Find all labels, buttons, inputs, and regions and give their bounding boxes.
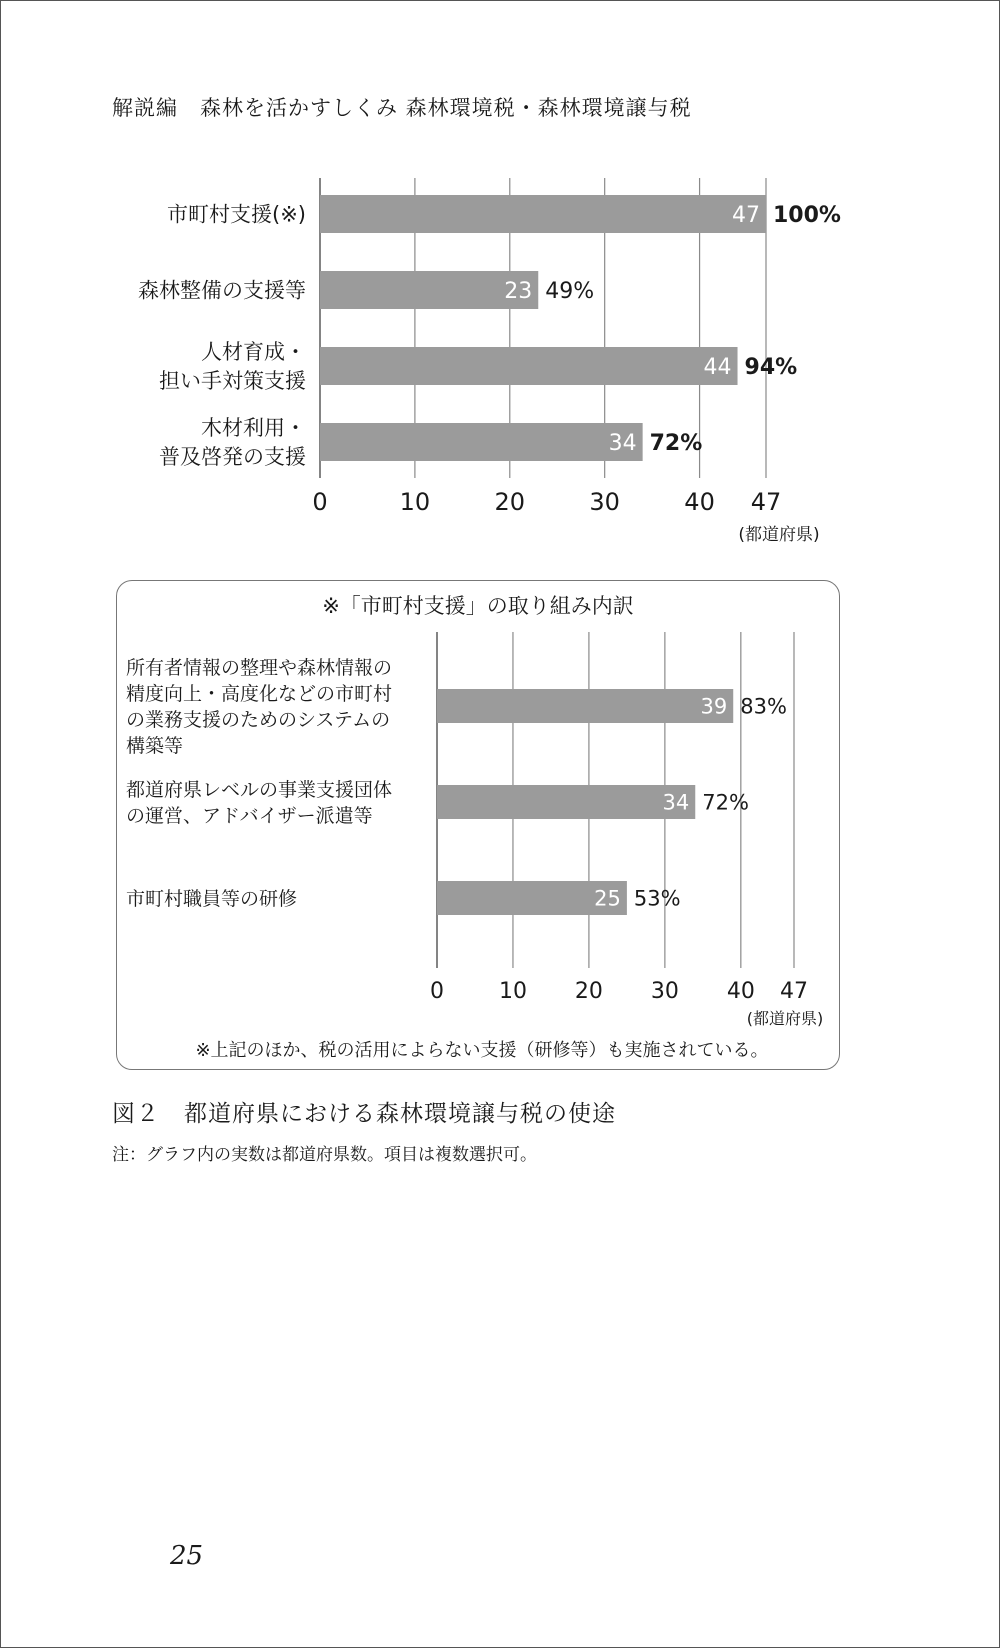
chart2-title: ※「市町村支援」の取り組み内訳 [322,594,634,618]
chart2-category-label: の業務支援のためのシステムの [126,708,391,731]
chart1-axis-unit: (都道府県) [738,525,820,545]
chart2-tick-label: 30 [650,979,679,1004]
chart1-category-label: 木材利用・ [201,416,306,441]
chart2-category-label: の運営、アドバイザー派遣等 [126,804,373,827]
chart2-category-label: 都道府県レベルの事業支援団体 [126,778,393,801]
figure-caption: 図２ 都道府県における森林環境譲与税の使途 [112,1101,616,1127]
chart1-tick-label: 0 [312,488,328,516]
chart2-tick-label: 20 [574,979,603,1004]
chart1-tick-label: 10 [399,488,431,516]
chart2-tick-label: 47 [780,979,808,1004]
chart1-percent-label: 72% [649,430,703,456]
chart1-tick-label: 30 [589,488,620,516]
chart2-category-label: 所有者情報の整理や森林情報の [126,656,393,679]
chart2-bar-value: 34 [662,790,690,815]
chart1-bar-value: 47 [732,202,760,228]
chart1-tick-label: 47 [750,488,782,516]
chart2-percent-label: 72% [702,790,749,815]
chart1-percent-label: 94% [744,354,798,380]
chart2-percent-label: 83% [740,694,787,719]
page-number: 25 [170,1541,204,1571]
chart1-percent-label: 100% [773,202,841,228]
chart2-category-label: 精度向上・高度化などの市町村 [126,682,393,705]
chart2-category-label: 構築等 [126,734,184,757]
chart2-percent-label: 53% [633,886,681,911]
chart2-footnote: ※上記のほか、税の活用によらない支援（研修等）も実施されている。 [195,1040,769,1061]
chart2-tick-label: 10 [498,979,527,1004]
chart2-category-label: 市町村職員等の研修 [126,887,298,910]
chart2-bar [437,785,695,819]
chart2-bar-value: 39 [700,694,728,719]
chart1-category-label: 森林整備の支援等 [138,278,306,303]
chart2-bar-value: 25 [594,886,621,911]
page-header: 解説編 森林を活かすしくみ 森林環境税・森林環境譲与税 [112,96,692,120]
chart2-tick-label: 40 [726,979,755,1004]
chart1-category-label: 普及啓発の支援 [159,445,306,470]
chart1-bar-value: 44 [703,354,732,380]
chart1-percent-label: 49% [545,278,595,304]
chart1-tick-label: 40 [684,488,715,516]
chart1-category-label: 市町村支援(※) [167,202,306,227]
chart2-axis-unit: (都道府県) [746,1009,824,1028]
chart1-category-label: 担い手対策支援 [159,369,306,394]
chart2-bar [437,689,733,723]
chart1-category-label: 人材育成・ [201,340,306,365]
figure-note: 注：グラフ内の実数は都道府県数。項目は複数選択可。 [112,1145,537,1165]
chart2-tick-label: 0 [430,979,444,1004]
chart1-tick-label: 20 [494,488,526,516]
chart1-bar-value: 34 [608,430,637,456]
chart1-bar-value: 23 [504,278,533,304]
